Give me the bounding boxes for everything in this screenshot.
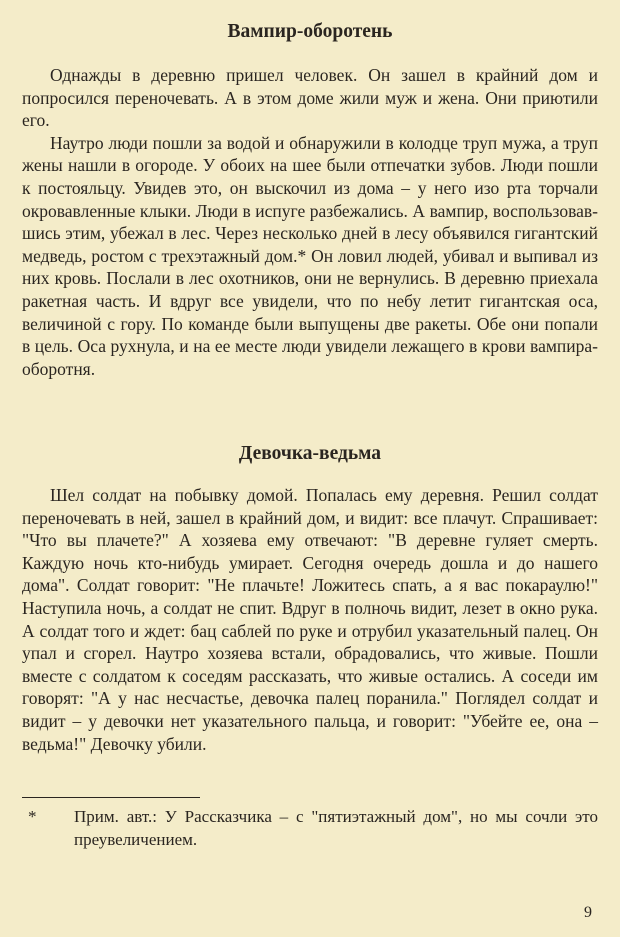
paragraph: Наутро люди пошли за водой и обнаружили в колодце труп мужа, а труп жены нашли в огороде. У обоих на шее были отпечатки зубов. Люди пошли к постояльцу. Увидев это, он выскочил из дома – у него изо рта торчали окровавленные клыки. Люди в испуге разбежались. А вампир, воспользовавшись этим, убежал в лес. Через несколько дней в лесу объявился гигантский медведь, ростом с трехэтажный дом.* Он ловил людей, убивал и выпивал из них кровь. Послали в лес охотников, они не вернулись. В деревню приехала ракетная часть. И вдруг все увидели, что по небу летит гигантская оса, величиной с гору. По команде были выпущены две ракеты. Обе они попали в цель. Оса рухнула, и на ее месте люди увидели лежащего в крови вампира-оборотня. [22,132,598,379]
story-title-vampire: Вампир-оборотень [227,21,393,42]
footnote [22,806,598,851]
story-body-witch-girl [22,484,598,755]
footnote-divider [22,797,200,798]
paragraph: Шел солдат на побывку домой. Попалась ему деревня. Решил солдат переночевать в ней, зашел в крайний дом, и видит: все плачут. Спрашивает: "Что вы плачете?" А хозяева ему отвечают: "В деревне гуляет смерть. Каждую ночь кто-нибудь умирает. Сегодня очередь дошла и до нашего дома". Солдат говорит: "Не плачьте! Ложитесь спать, а я вас покараулю!" Наступила ночь, а солдат не спит. Вдруг в полночь видит, лезет в окно рука. А солдат того и ждет: бац саблей по руке и отрубил указательный палец. Он упал и сгорел. Наутро хозяева встали, обрадовались, что живые. Пошли вместе с солдатом к соседям рассказать, что живые остались. А соседи им говорят: "А у нас несчастье, девочка палец поранила." Поглядел солдат и видит – у девочки нет указательного пальца, и говорит: "Убейте ее, она – ведьма!" Девочку убили. [22,485,598,754]
page-number: 9 [584,904,592,921]
paragraph: Однажды в деревню пришел человек. Он зашел в крайний дом и попросился переночевать. А в этом доме жили муж и жена. Они приютили его. [22,65,598,131]
story-body-vampire [22,64,598,380]
footnote-text: Прим. авт.: У Рассказчика – с "пятиэтажный дом", но мы сочли это преувеличением. [74,807,598,849]
story-title-witch-girl: Девочка-ведьма [238,443,382,464]
footnote-marker: * [28,807,37,826]
